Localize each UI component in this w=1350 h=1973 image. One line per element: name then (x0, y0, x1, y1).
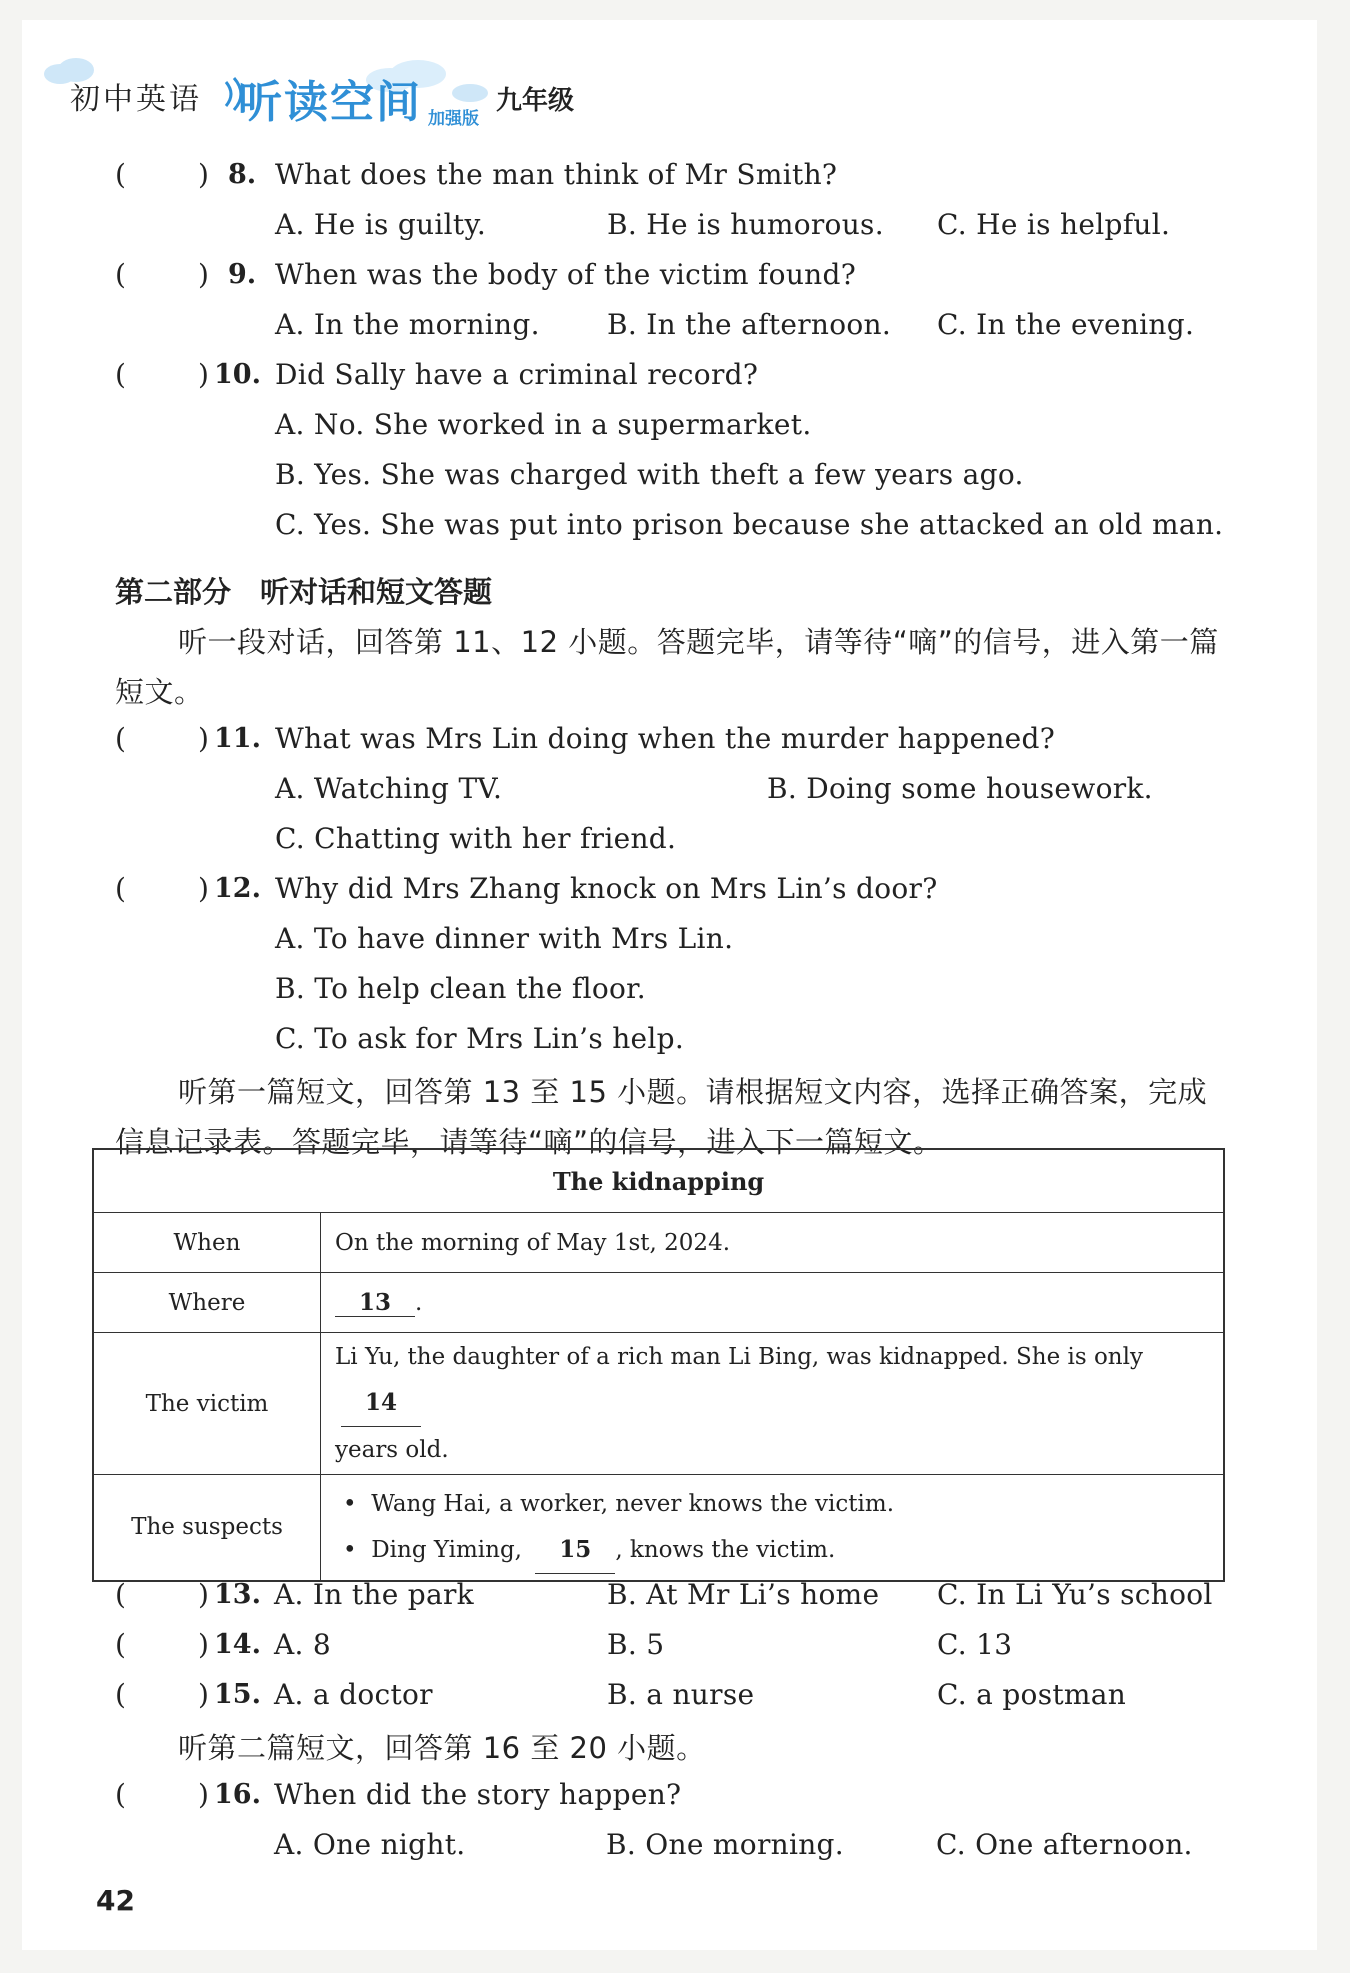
suspect-2: Ding Yiming, (371, 1536, 522, 1563)
option-a: A. One night. (274, 1828, 466, 1861)
row-value: On the morning of May 1st, 2024. (321, 1213, 1225, 1273)
answer-paren: ) (198, 258, 209, 291)
option-c: C. To ask for Mrs Lin’s help. (275, 1022, 685, 1055)
row-label: The suspects (93, 1475, 321, 1581)
answer-paren: ) (198, 1578, 209, 1611)
answer-paren: ( (115, 258, 126, 291)
table-row (93, 1475, 1224, 1581)
instruction-text: 听第二篇短文，回答第 16 至 20 小题。 (178, 1731, 706, 1765)
question-text: What was Mrs Lin doing when the murder happened? (275, 722, 1056, 755)
instruction-text: 听一段对话，回答第 11、12 小题。答题完毕，请等待“嘀”的信号，进入第一篇 (178, 625, 1219, 659)
question-text: Did Sally have a criminal record? (275, 358, 759, 391)
bullet: • (343, 1490, 372, 1517)
blank-15[interactable]: 15 (535, 1527, 615, 1574)
option-c: C. In Li Yu’s school (937, 1578, 1213, 1611)
option-b: B. In the afternoon. (607, 308, 892, 341)
answer-paren: ) (198, 1678, 209, 1711)
section-title: 第二部分 听对话和短文答题 (115, 575, 493, 609)
option-a: A. a doctor (274, 1678, 433, 1711)
option-b: B. 5 (607, 1628, 665, 1661)
suspect-2-cont: , knows the victim. (615, 1536, 836, 1563)
question-number: 14. (214, 1629, 261, 1660)
answer-paren: ( (115, 1578, 126, 1611)
option-a: A. 8 (274, 1628, 332, 1661)
question-number: 15. (214, 1679, 261, 1710)
option-b: B. He is humorous. (607, 208, 884, 241)
row-label: The victim (93, 1333, 321, 1475)
row-value (321, 1475, 1225, 1581)
table-row (93, 1333, 1224, 1475)
option-b: B. a nurse (607, 1678, 755, 1711)
row-value (321, 1333, 1225, 1475)
answer-paren: ) (198, 358, 209, 391)
bullet: • (343, 1536, 372, 1563)
question-number: 11. (214, 723, 261, 754)
info-record-table (92, 1148, 1225, 1582)
option-b: B. To help clean the floor. (275, 972, 646, 1005)
row-label: When (93, 1213, 321, 1273)
victim-text-cont: years old. (335, 1437, 449, 1463)
answer-paren: ) (198, 722, 209, 755)
instruction-text: 听第一篇短文，回答第 13 至 15 小题。请根据短文内容，选择正确答案，完成 (178, 1075, 1208, 1109)
option-a: A. No. She worked in a supermarket. (275, 408, 812, 441)
option-a: A. To have dinner with Mrs Lin. (275, 922, 734, 955)
option-b: B. Yes. She was charged with theft a few years ago. (275, 458, 1024, 491)
row-label: Where (93, 1273, 321, 1333)
cloud-icon (450, 80, 490, 104)
answer-paren: ( (115, 1628, 126, 1661)
option-c: C. He is helpful. (937, 208, 1171, 241)
blank-14[interactable]: 14 (341, 1380, 421, 1427)
answer-paren: ( (115, 358, 126, 391)
answer-paren: ) (198, 1628, 209, 1661)
answer-paren: ) (198, 1778, 209, 1811)
grade-label: 九年级 (496, 86, 575, 116)
question-number: 12. (214, 873, 261, 904)
question-text: When was the body of the victim found? (275, 258, 857, 291)
option-c: C. 13 (937, 1628, 1013, 1661)
option-c: C. a postman (937, 1678, 1127, 1711)
table-title: The kidnapping (93, 1149, 1224, 1213)
question-number: 8. (228, 159, 257, 190)
answer-paren: ( (115, 722, 126, 755)
question-number: 16. (214, 1779, 261, 1810)
question-number: 10. (214, 359, 261, 390)
question-text: Why did Mrs Zhang knock on Mrs Lin’s door? (275, 872, 938, 905)
option-a: A. Watching TV. (275, 772, 503, 805)
option-c: C. One afternoon. (936, 1828, 1193, 1861)
edition-label: 加强版 (428, 109, 479, 129)
question-text: What does the man think of Mr Smith? (275, 158, 838, 191)
table-header-row (93, 1149, 1224, 1213)
row-value (321, 1273, 1225, 1333)
option-b: B. Doing some housework. (767, 772, 1153, 805)
instruction-text: 短文。 (115, 675, 204, 709)
page-number: 42 (96, 1884, 135, 1917)
option-b: B. At Mr Li’s home (607, 1578, 880, 1611)
blank-13[interactable]: 13 (335, 1289, 415, 1317)
option-a: A. He is guilty. (275, 208, 487, 241)
question-number: 13. (214, 1579, 261, 1610)
instruction-text: 信息记录表。答题完毕，请等待“嘀”的信号，进入下一篇短文。 (115, 1125, 943, 1159)
question-text: When did the story happen? (274, 1778, 682, 1811)
option-a: A. In the park (274, 1578, 474, 1611)
book-series-title: 初中英语 (70, 82, 202, 117)
option-b: B. One morning. (606, 1828, 844, 1861)
punctuation: . (415, 1289, 423, 1316)
answer-paren: ) (198, 158, 209, 191)
question-number: 9. (228, 259, 257, 290)
table-row (93, 1213, 1224, 1273)
victim-text: Li Yu, the daughter of a rich man Li Bing, was kidnapped. She is only (335, 1344, 1143, 1370)
option-c: C. In the evening. (937, 308, 1195, 341)
option-c: C. Yes. She was put into prison because she attacked an old man. (275, 508, 1224, 541)
answer-paren: ( (115, 1678, 126, 1711)
table-row (93, 1273, 1224, 1333)
answer-paren: ( (115, 158, 126, 191)
answer-paren: ( (115, 872, 126, 905)
option-a: A. In the morning. (275, 308, 540, 341)
suspect-1: Wang Hai, a worker, never knows the victim. (371, 1490, 895, 1517)
answer-paren: ) (198, 872, 209, 905)
book-logo: 听读空间 (238, 77, 422, 128)
answer-paren: ( (115, 1778, 126, 1811)
option-c: C. Chatting with her friend. (275, 822, 677, 855)
